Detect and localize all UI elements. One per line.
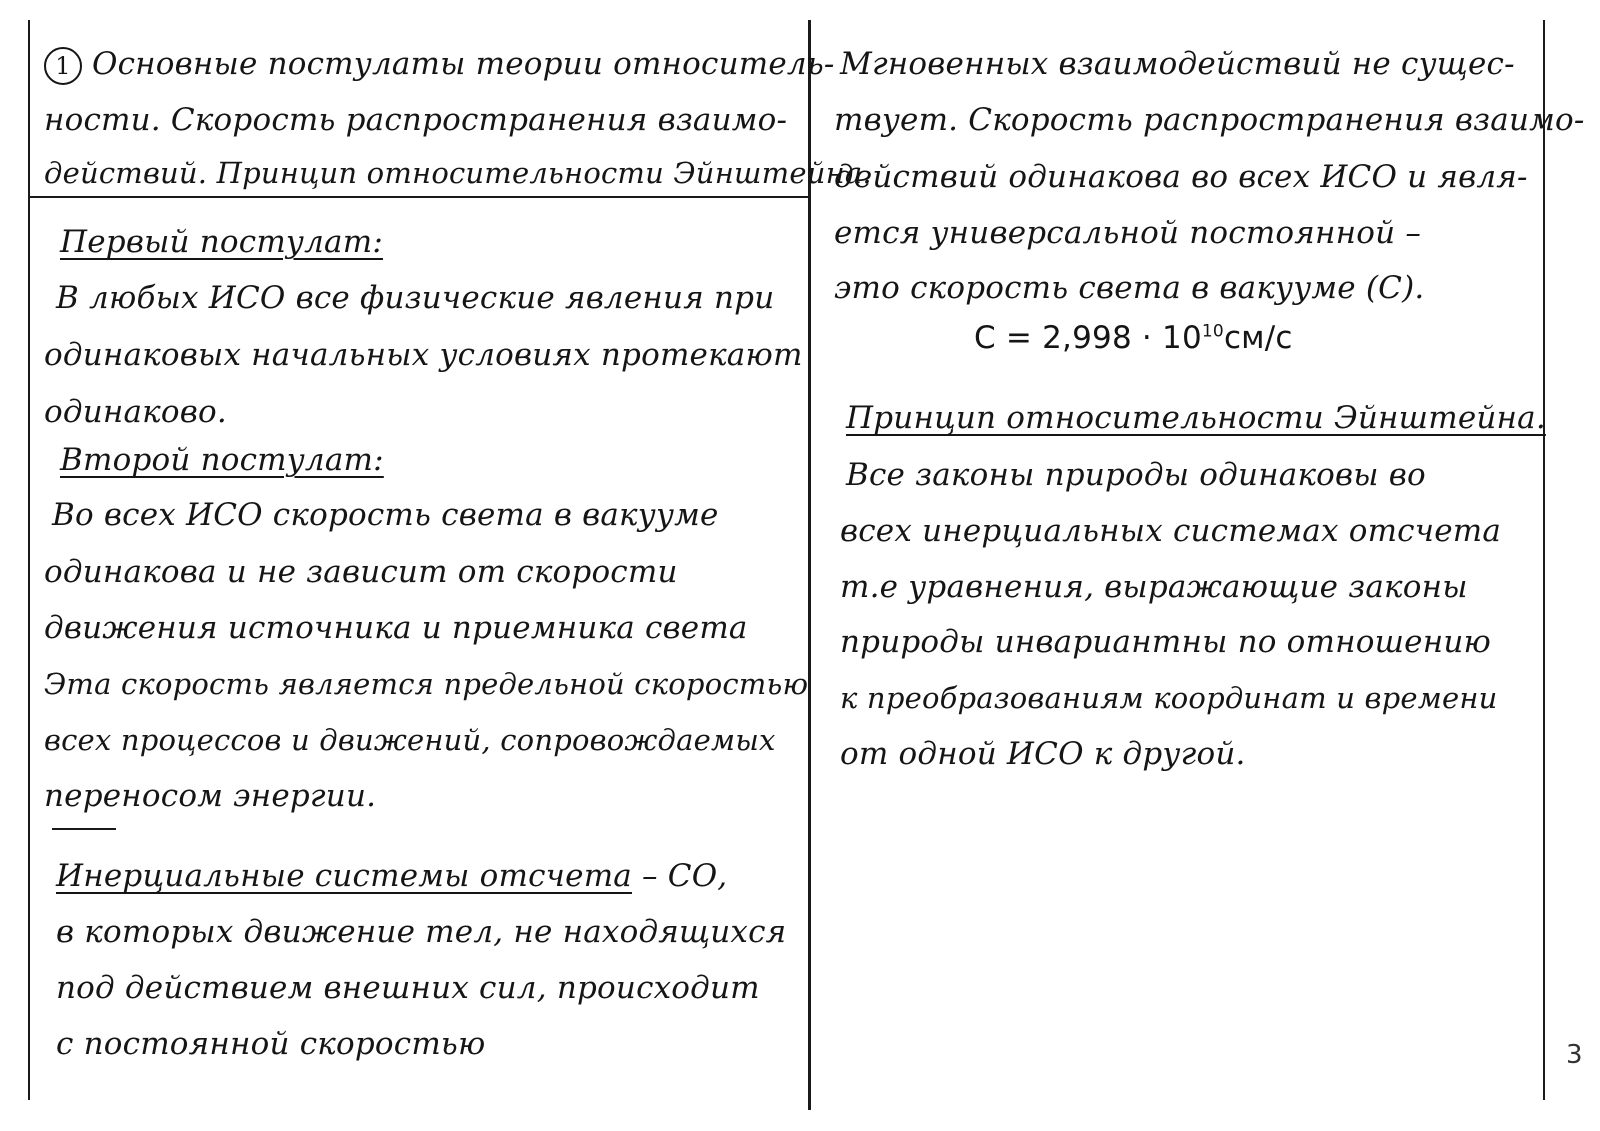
einstein-line-4: природы инвариантны по отношению <box>840 624 1491 660</box>
inertial-line-2: под действием внешних сил, происходит <box>56 970 760 1006</box>
first-postulate-line-2: одинаковых начальных условиях протекают <box>44 337 803 373</box>
header-divider-line <box>30 196 808 198</box>
left-margin-line <box>28 20 30 1100</box>
speed-of-light-formula <box>974 318 1293 358</box>
section-separator-dash <box>52 828 116 830</box>
inertial-line-1: в которых движение тел, не находящихся <box>56 914 787 950</box>
formula-lhs: С = 2,998 · 10 <box>974 320 1202 356</box>
inertial-heading-line <box>56 856 727 896</box>
einstein-line-2: всех инерциальных системах отсчета <box>840 513 1502 549</box>
einstein-line-1: Все законы природы одинаковы во <box>846 457 1426 493</box>
first-postulate-line-1: В любых ИСО все физические явления при <box>56 280 775 316</box>
inertial-line-3: с постоянной скоростью <box>56 1026 486 1062</box>
ticket-number: 1 <box>44 47 82 85</box>
second-postulate-line-2: одинакова и не зависит от скорости <box>44 554 678 590</box>
right-margin-line <box>1543 20 1545 1100</box>
page-number: 3 <box>1566 1040 1583 1070</box>
inertial-heading: Инерциальные системы отсчета <box>56 858 632 894</box>
speed-line-1: Мгновенных взаимодействий не сущес- <box>840 46 1515 82</box>
ticket-title-line-3: действий. Принцип относительности Эйнштейна. <box>44 156 872 190</box>
second-postulate-heading: Второй постулат: <box>60 442 384 478</box>
einstein-heading: Принцип относительности Эйнштейна. <box>846 400 1546 436</box>
first-postulate-line-3: одинаково. <box>44 394 227 430</box>
second-postulate-line-4: Эта скорость является предельной скоростью <box>44 667 809 701</box>
formula-unit: см/с <box>1223 320 1293 356</box>
speed-line-4: ется универсальной постоянной – <box>834 215 1422 251</box>
first-postulate-heading: Первый постулат: <box>60 224 383 260</box>
ticket-title-line-1 <box>44 44 835 85</box>
second-postulate-line-3: движения источника и приемника света <box>44 610 748 646</box>
formula-exponent: 10 <box>1201 321 1224 342</box>
ticket-title-line-2: ности. Скорость распространения взаимо- <box>44 102 788 138</box>
einstein-line-3: т.е уравнения, выражающие законы <box>840 569 1468 605</box>
second-postulate-line-1: Во всех ИСО скорость света в вакууме <box>52 497 719 533</box>
second-postulate-line-5: всех процессов и движений, сопровождаемых <box>44 723 776 757</box>
speed-line-2: твует. Скорость распространения взаимо- <box>834 102 1585 138</box>
speed-line-5: это скорость света в вакууме (С). <box>834 270 1425 306</box>
einstein-line-5: к преобразованиям координат и времени <box>840 681 1498 715</box>
inertial-heading-tail: – СО, <box>631 858 728 894</box>
second-postulate-line-6: переносом энергии. <box>44 778 377 814</box>
ticket-title-text-1: Основные постулаты теории относитель- <box>92 46 835 82</box>
speed-line-3: действий одинакова во всех ИСО и явля- <box>834 159 1528 195</box>
einstein-line-6: от одной ИСО к другой. <box>840 736 1246 772</box>
